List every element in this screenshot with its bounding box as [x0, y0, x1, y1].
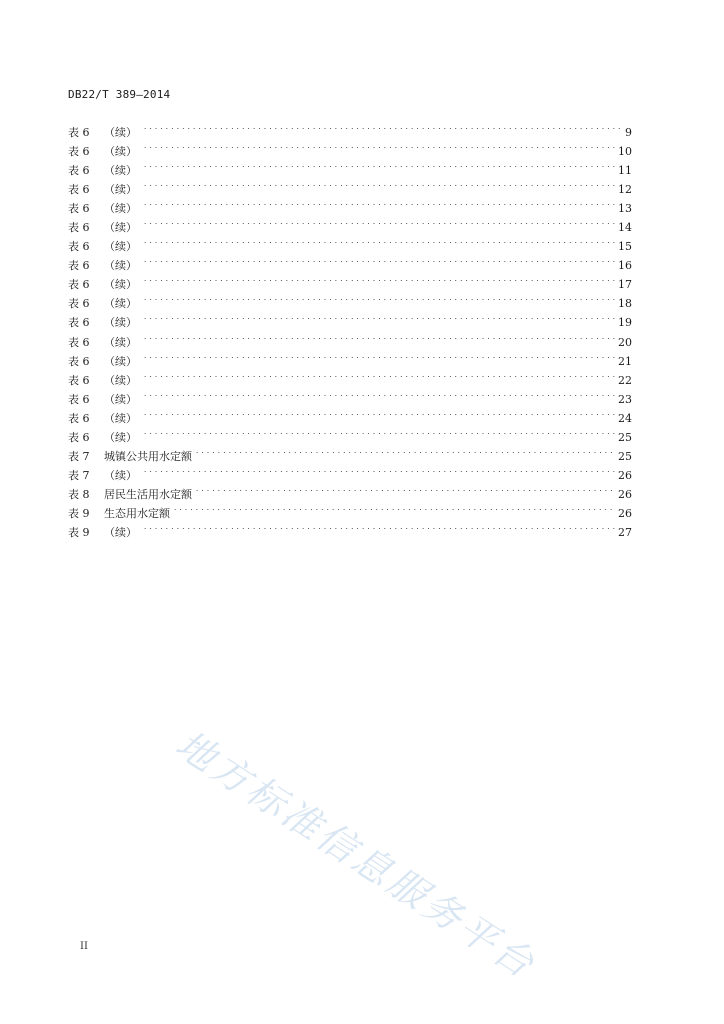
- toc-entry-title: （续）: [104, 126, 137, 139]
- toc-page-number: 12: [618, 183, 632, 197]
- toc-entry-title: （续）: [104, 221, 137, 235]
- toc-entry[interactable]: [68, 422, 632, 444]
- toc-entry[interactable]: [68, 174, 632, 197]
- toc-page-number: 17: [618, 278, 632, 292]
- toc-entry-title: （续）: [104, 430, 137, 444]
- toc-table-number: 表 6: [68, 202, 90, 216]
- toc-entry-title: （续）: [104, 202, 137, 216]
- toc-page-number: 25: [618, 449, 632, 463]
- toc-table-number: 表 7: [68, 449, 90, 463]
- toc-leader-dots: [196, 479, 615, 498]
- toc-entry[interactable]: [68, 193, 632, 216]
- toc-page-number: 22: [618, 373, 632, 387]
- toc-entry[interactable]: [68, 250, 632, 273]
- toc-entry-title: （续）: [104, 259, 137, 273]
- toc-entry-title: （续）: [104, 316, 137, 330]
- toc-entry-title: （续）: [104, 278, 137, 292]
- toc-leader-dots: [144, 384, 615, 403]
- toc-table-number: 表 6: [68, 297, 90, 311]
- toc-page-number: 23: [618, 392, 632, 406]
- toc-entry[interactable]: [68, 117, 632, 139]
- toc-table-number: 表 6: [68, 411, 90, 425]
- toc-entry[interactable]: [68, 403, 632, 425]
- toc-entry-title: 居民生活用水定额: [104, 487, 192, 501]
- toc-table-number: 表 6: [68, 430, 90, 444]
- toc-entry[interactable]: [68, 155, 632, 178]
- toc-entry[interactable]: [68, 231, 632, 254]
- toc-table-number: 表 6: [68, 240, 90, 254]
- toc-entry[interactable]: [68, 384, 632, 406]
- toc-table-number: 表 6: [68, 259, 90, 273]
- toc-leader-dots: [144, 136, 615, 155]
- toc-table-number: 表 6: [68, 126, 90, 139]
- toc-table-number: 表 6: [68, 164, 90, 178]
- toc-page-number: 15: [618, 240, 632, 254]
- toc-page-number: 14: [618, 221, 632, 235]
- toc-entry[interactable]: [68, 269, 632, 292]
- toc-table-number: 表 9: [68, 525, 90, 539]
- toc-page-number: 11: [618, 164, 632, 178]
- toc-entry[interactable]: [68, 441, 632, 463]
- toc-entry[interactable]: [68, 460, 632, 482]
- toc-table-number: 表 9: [68, 506, 90, 520]
- toc-entry-title: （续）: [104, 354, 137, 368]
- toc-page-number: 25: [618, 430, 632, 444]
- table-of-contents: [68, 117, 632, 539]
- toc-table-number: 表 6: [68, 183, 90, 197]
- toc-table-number: 表 6: [68, 221, 90, 235]
- toc-table-number: 表 6: [68, 373, 90, 387]
- toc-leader-dots: [144, 193, 615, 212]
- toc-leader-dots: [144, 288, 615, 307]
- toc-page-number: 16: [618, 259, 632, 273]
- toc-page-number: 26: [618, 506, 632, 520]
- toc-leader-dots: [144, 460, 615, 479]
- toc-entry-title: （续）: [104, 335, 137, 349]
- toc-leader-dots: [144, 212, 615, 231]
- toc-leader-dots: [144, 346, 615, 365]
- toc-page-number: 26: [618, 468, 632, 482]
- toc-entry[interactable]: [68, 365, 632, 387]
- toc-entry[interactable]: [68, 346, 632, 368]
- toc-page-number: 10: [618, 145, 632, 159]
- toc-leader-dots: [144, 117, 622, 136]
- toc-entry-title: 生态用水定额: [104, 506, 170, 520]
- toc-table-number: 表 6: [68, 316, 90, 330]
- toc-page-number: 13: [618, 202, 632, 216]
- toc-entry-title: （续）: [104, 164, 137, 178]
- toc-leader-dots: [144, 365, 615, 384]
- toc-page-number: 9: [625, 126, 632, 139]
- toc-leader-dots: [144, 269, 615, 288]
- toc-entry[interactable]: [68, 307, 632, 330]
- toc-entry-title: 城镇公共用水定额: [104, 449, 192, 463]
- toc-table-number: 表 7: [68, 468, 90, 482]
- toc-entry-title: （续）: [104, 183, 137, 197]
- toc-entry[interactable]: [68, 288, 632, 311]
- toc-entry-title: （续）: [104, 145, 137, 159]
- toc-entry-title: （续）: [104, 240, 137, 254]
- toc-page-number: 24: [618, 411, 632, 425]
- toc-leader-dots: [144, 174, 615, 193]
- toc-table-number: 表 6: [68, 145, 90, 159]
- toc-entry[interactable]: [68, 479, 632, 501]
- toc-leader-dots: [144, 250, 615, 269]
- toc-entry[interactable]: [68, 327, 632, 349]
- toc-leader-dots: [174, 498, 615, 517]
- toc-entry-title: （续）: [104, 411, 137, 425]
- toc-entry-title: （续）: [104, 525, 137, 539]
- toc-page-number: 19: [618, 316, 632, 330]
- document-code: DB22/T 389—2014: [68, 88, 171, 101]
- toc-leader-dots: [144, 327, 615, 346]
- page-number: II: [80, 941, 88, 952]
- toc-entry-title: （续）: [104, 297, 137, 311]
- toc-entry[interactable]: [68, 212, 632, 235]
- toc-leader-dots: [144, 307, 615, 326]
- toc-leader-dots: [144, 403, 615, 422]
- toc-entry[interactable]: [68, 517, 632, 539]
- watermark: 地方标准信息服务平台: [168, 721, 545, 988]
- toc-leader-dots: [144, 155, 615, 174]
- toc-page-number: 26: [618, 487, 632, 501]
- toc-entry-title: （续）: [104, 392, 137, 406]
- toc-table-number: 表 8: [68, 487, 90, 501]
- toc-leader-dots: [144, 422, 615, 441]
- toc-entry-title: （续）: [104, 468, 137, 482]
- toc-page-number: 18: [618, 297, 632, 311]
- toc-leader-dots: [144, 517, 615, 536]
- toc-page-number: 21: [618, 354, 632, 368]
- toc-table-number: 表 6: [68, 278, 90, 292]
- toc-page-number: 20: [618, 335, 632, 349]
- toc-entry-title: （续）: [104, 373, 137, 387]
- toc-table-number: 表 6: [68, 335, 90, 349]
- toc-entry[interactable]: [68, 136, 632, 159]
- toc-table-number: 表 6: [68, 354, 90, 368]
- toc-table-number: 表 6: [68, 392, 90, 406]
- toc-leader-dots: [144, 231, 615, 250]
- toc-page-number: 27: [618, 525, 632, 539]
- toc-leader-dots: [196, 441, 615, 460]
